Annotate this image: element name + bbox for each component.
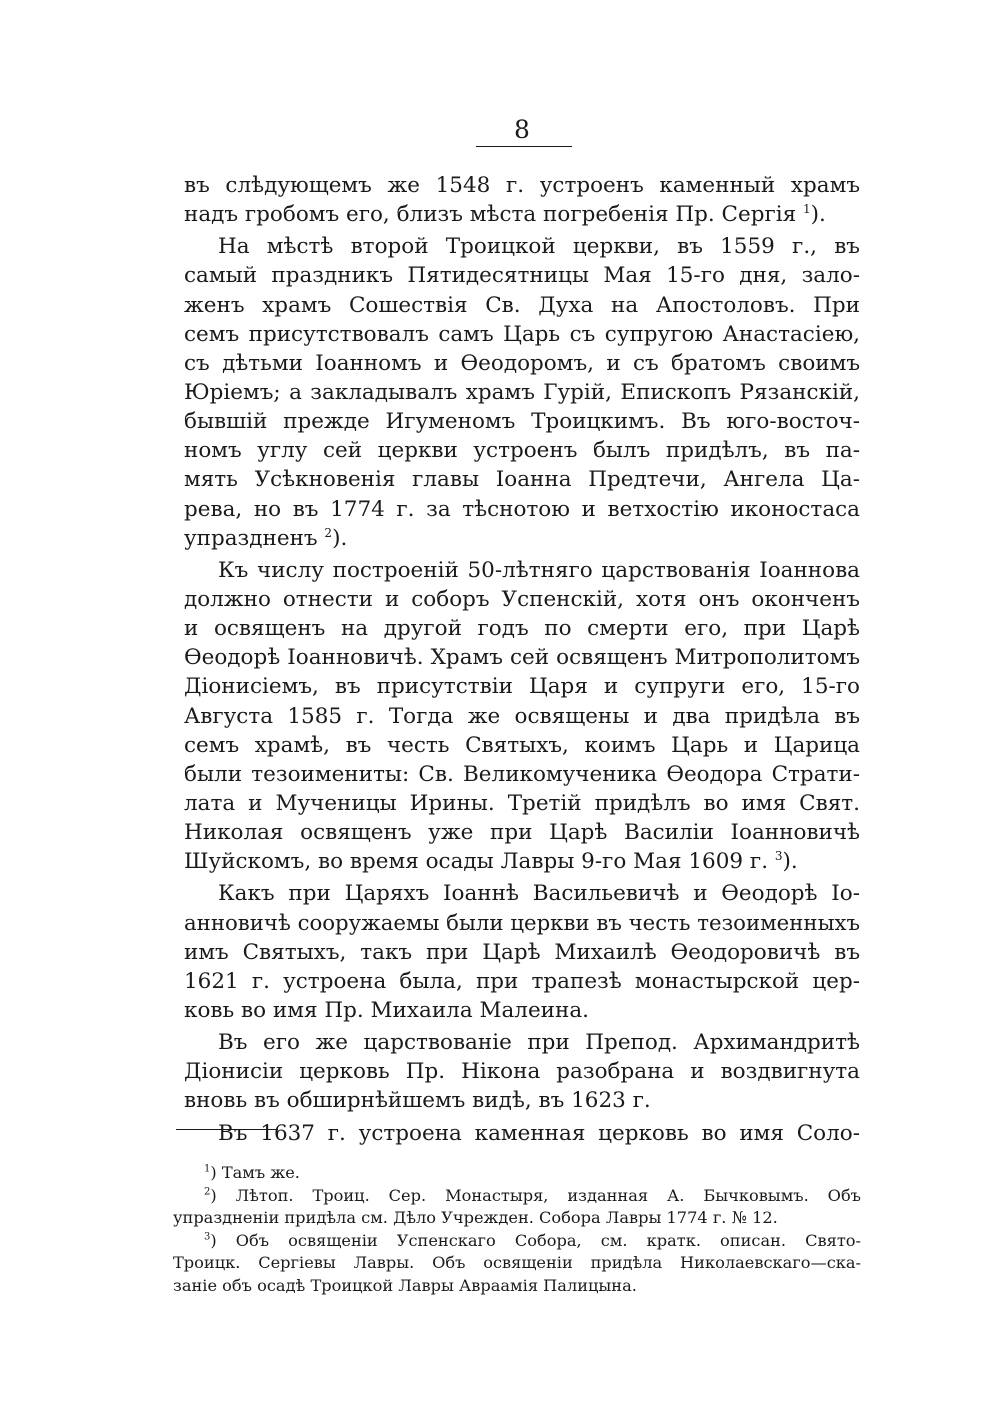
paragraph-4 [184, 879, 860, 1025]
text-line: въ слѣдующемъ же 1548 г. устроенъ каменный храмъ [184, 173, 860, 198]
text-line: должно отнести и соборъ Успенскій, хотя онъ оконченъ [184, 586, 860, 612]
footnote-1 [173, 1162, 861, 1185]
page-number: 8 [514, 115, 530, 144]
text-line: Къ числу построеній 50-лѣтняго царствованія Іоаннова [218, 557, 860, 583]
footnote-line: $^2$) Лѣтоп. Троиц. Сер. Монастыря, изданная А. Бычковымъ. Объ [204, 1185, 861, 1205]
text-line: съ дѣтьми Іоанномъ и Ѳеодоромъ, и съ братомъ своимъ [184, 350, 860, 376]
text-line: надъ гробомъ его, близъ мѣста погребенія Пр. Сергія $^1$). [184, 201, 826, 228]
footnote-3 [173, 1230, 861, 1298]
page-number-rule [476, 146, 572, 147]
footnote-rule [176, 1129, 278, 1130]
text-line: анновичѣ сооружаемы были церкви въ честь тезоименныхъ [184, 910, 860, 936]
text-line: женъ храмъ Сошествія Св. Духа на Апостоловъ. При [184, 292, 860, 318]
text-line: Августа 1585 г. Тогда же освящены и два придѣла въ [184, 703, 860, 729]
text-line: Юріемъ; а закладывалъ храмъ Гурій, Епископъ Рязанскій, [184, 379, 860, 405]
text-line: вновь въ обширнѣйшемъ видѣ, въ 1623 г. [184, 1088, 651, 1114]
text-line: номъ углу сей церкви устроенъ былъ придѣлъ, въ па- [184, 438, 860, 464]
text-line: имъ Святыхъ, такъ при Царѣ Михаилѣ Ѳеодоровичѣ въ [184, 939, 860, 965]
footnote-marker: 1 [803, 201, 811, 216]
text-line: Шуйскомъ, во время осады Лавры 9-го Мая 1609 г. $^3$). [184, 849, 798, 875]
body-text [184, 171, 860, 1151]
footnotes [173, 1162, 861, 1298]
footnote-marker: 2 [204, 1186, 211, 1198]
footnote-2 [173, 1185, 861, 1230]
text-line: Николая освященъ уже при Царѣ Василіи Іоанновичѣ [184, 820, 860, 846]
paragraph-1 [184, 171, 860, 229]
text-line: мять Усѣкновенія главы Іоанна Предтечи, Ангела Ца- [184, 467, 860, 493]
text-line: и освященъ на другой годъ по смерти его, при Царѣ [184, 616, 860, 642]
paragraph-5 [184, 1028, 860, 1115]
text-line: Діонисіемъ, въ присутствіи Царя и супруги его, 15-го [184, 674, 860, 700]
text-line: 1621 г. устроена была, при трапезѣ монастырской цер- [184, 968, 860, 994]
paragraph-2 [184, 232, 860, 553]
footnote-line: $^1$) Тамъ же. [204, 1163, 300, 1182]
text-line: упраздненъ $^2$). [184, 525, 348, 551]
paragraph-3 [184, 556, 860, 877]
text-line: Ѳеодорѣ Іоанновичѣ. Храмъ сей освященъ Митрополитомъ [184, 645, 860, 671]
text-line: Въ его же царствованіе при Препод. Архимандритѣ [218, 1030, 860, 1056]
text-line: рева, но въ 1774 г. за тѣснотою и ветхостію иконостаса [184, 496, 860, 522]
footnote-line: Троицк. Сергіевы Лавры. Объ освященіи придѣла Николаевскаго—ска- [173, 1253, 861, 1273]
footnote-marker: 3 [774, 849, 783, 864]
footnote-line: $^3$) Объ освященіи Успенскаго Собора, см. кратк. описан. Свято- [204, 1230, 861, 1250]
text-line: семъ присутствовалъ самъ Царь съ супругою Анастасіею, [184, 321, 860, 347]
text-line: самый праздникъ Пятидесятницы Мая 15-го дня, зало- [184, 263, 860, 289]
text-line: Въ 1637 г. устроена каменная церковь во имя Соло- [218, 1120, 860, 1146]
text-line: Діонисіи церковь Пр. Нікона разобрана и воздвигнута [184, 1059, 860, 1085]
paragraph-6 [184, 1119, 860, 1148]
text-line: были тезоимениты: Св. Великомученика Ѳеодора Страти- [184, 761, 860, 787]
text-line: На мѣстѣ второй Троицкой церкви, въ 1559 г., въ [218, 234, 860, 260]
footnote-marker: 3 [204, 1231, 211, 1243]
footnote-marker: 1 [204, 1163, 211, 1175]
text-line: ковь во имя Пр. Михаила Малеина. [184, 997, 589, 1023]
footnote-line: заніе объ осадѣ Троицкой Лавры Авраамія Палицына. [173, 1275, 637, 1295]
text-line: семъ храмѣ, въ честь Святыхъ, коимъ Царь и Царица [184, 732, 860, 758]
text-line: лата и Мученицы Ирины. Третій придѣлъ во имя Свят. [184, 790, 860, 816]
footnote-marker: 2 [324, 525, 333, 540]
footnote-line: упраздненіи придѣла см. Дѣло Учрежден. Собора Лавры 1774 г. № 12. [173, 1208, 778, 1228]
text-line: Какъ при Царяхъ Іоаннѣ Васильевичѣ и Ѳеодорѣ Іо- [218, 881, 860, 907]
text-line: бывшій прежде Игуменомъ Троицкимъ. Въ юго-восточ- [184, 409, 860, 435]
